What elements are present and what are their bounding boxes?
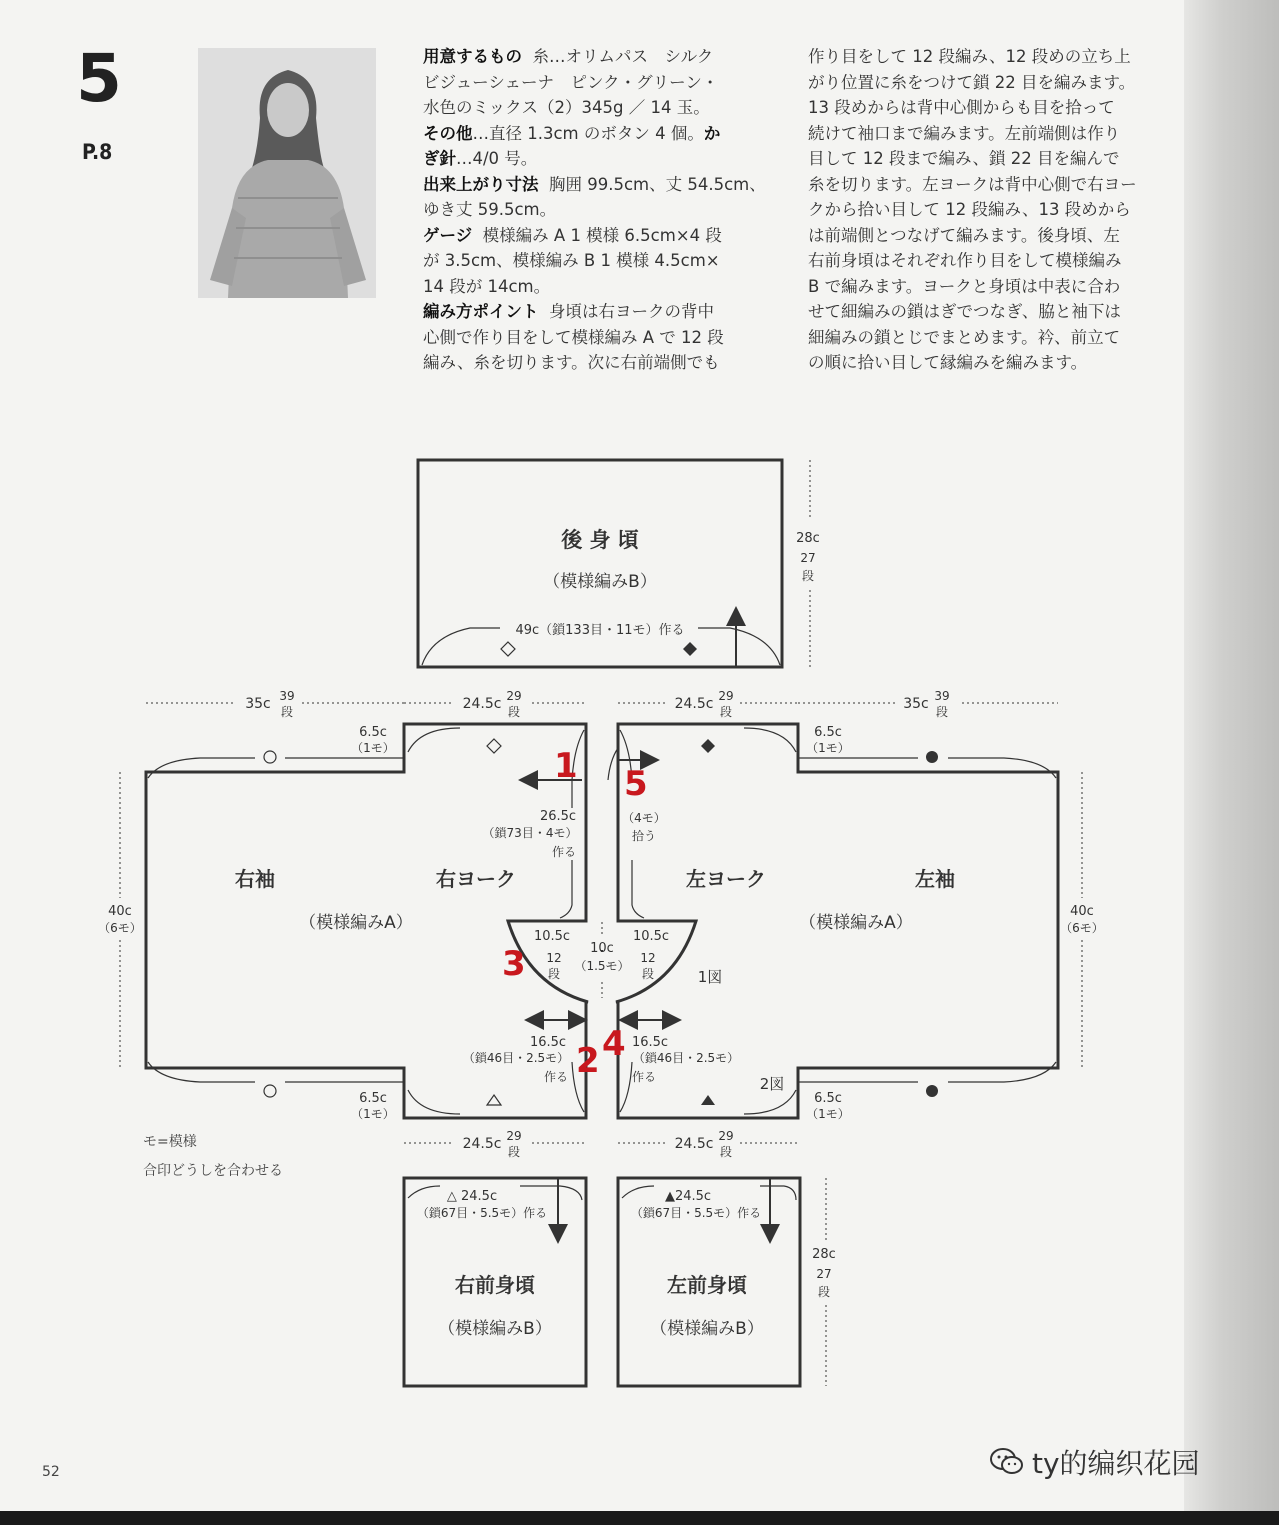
instruction-line: ゲージ 模様編み A 1 模様 6.5cm×4 段 [423,225,722,245]
neck-mid-width: 10c [590,941,614,956]
right-front-pattern: （模様編みB） [438,1319,552,1339]
instruction-line: 用意するもの 糸…オリムパス シルク [423,47,714,66]
instruction-line: 13 段めからは背中心側からも目を拾って [808,98,1115,117]
right-sleeve-width: 35c [245,696,271,712]
step-marker-1: 1 [554,746,578,786]
svg-text:39: 39 [279,689,295,703]
step-marker-4: 4 [602,1024,626,1064]
instruction-line: ぎ針…4/0 号。 [423,149,538,168]
right-lower-chain-width: 16.5c [529,1035,567,1050]
left-sleeve-width: 35c [903,696,929,712]
instruction-line: 作り目をして 12 段編み、12 段めの立ち上 [808,47,1131,66]
instruction-line: ゆき丈 59.5cm。 [423,200,557,219]
back-body-title: 後 身 頃 [561,528,639,552]
left-yoke-width: 24.5c [674,696,714,712]
circle-filled-icon [926,751,938,763]
svg-text:段: 段 [817,1285,831,1299]
svg-text:（鎖46目・2.5モ）: （鎖46目・2.5モ） [462,1051,570,1065]
right-front-top-width: 24.5c [462,1136,502,1152]
svg-text:39: 39 [934,689,950,703]
step-marker-5: 5 [624,764,648,804]
circle-open-icon [264,751,276,763]
right-front-title: 右前身頃 [455,1273,535,1297]
left-yoke-title: 左ヨーク [686,867,766,891]
svg-text:段: 段 [547,967,561,981]
svg-text:段: 段 [935,705,949,719]
svg-text:29: 29 [506,689,522,703]
svg-text:段: 段 [507,705,521,719]
left-front-height: 28c [812,1247,836,1262]
instruction-line: 目して 12 段まで編み、鎖 22 目を編んで [808,149,1120,168]
svg-text:（6モ）: （6モ） [98,921,142,935]
svg-text:段: 段 [641,967,655,981]
left-lower-chain-width: 16.5c [631,1035,669,1050]
pattern-number: 5 [76,40,120,117]
svg-text:（鎖73目・4モ）: （鎖73目・4モ） [482,826,578,840]
right-yoke-title: 右ヨーク [436,867,516,891]
left-cuff-bottom: 6.5c [814,1091,842,1106]
instruction-line: 水色のミックス（2）345g ／ 14 玉。 [423,98,710,117]
instruction-line: せて細編みの鎖はぎでつなぎ、脇と袖下は [808,302,1121,321]
svg-text:27: 27 [800,551,816,565]
figure-2-label: 2図 [759,1075,785,1093]
left-sleeve-title: 左袖 [915,867,955,891]
left-front-title: 左前身頃 [667,1273,747,1297]
right-neck-width: 10.5c [533,929,571,944]
instructions-column-1 [423,44,766,376]
svg-text:拾う: 拾う [631,829,657,843]
instruction-line: その他…直径 1.3cm のボタン 4 個。か [423,123,721,143]
svg-text:（1モ）: （1モ） [351,1107,395,1121]
instruction-line: がり位置に糸をつけて鎖 22 目を編みます。 [808,72,1136,92]
instruction-line: 14 段が 14cm。 [423,276,551,296]
left-neck-width: 10.5c [632,929,670,944]
instructions-column-2 [808,44,1178,376]
svg-text:作る: 作る [631,1070,657,1084]
svg-text:12: 12 [546,951,562,965]
left-sleeve-height: 40c [1070,904,1094,919]
back-height: 28c [796,531,820,546]
legend-mo: モ=模様 [143,1134,197,1150]
svg-text:（1モ）: （1モ） [806,741,850,755]
svg-text:段: 段 [801,569,815,583]
instruction-line: 細編みの鎖とじでまとめます。衿、前立て [808,327,1121,347]
svg-text:29: 29 [506,1129,522,1143]
svg-text:（6モ）: （6モ） [1060,921,1104,935]
svg-text:（鎖67目・5.5モ）作る: （鎖67目・5.5モ）作る [630,1206,762,1220]
right-front-width: △ 24.5c [446,1189,498,1204]
svg-text:（1モ）: （1モ） [351,741,395,755]
svg-text:段: 段 [719,1145,733,1159]
svg-text:段: 段 [280,705,294,719]
instruction-line: 続けて袖口まで編みます。左前端側は作り [808,123,1121,143]
svg-text:（1モ）: （1モ） [806,1107,850,1121]
bottom-bar [0,1511,1279,1525]
wechat-icon [990,1447,1024,1477]
right-cuff-top: 6.5c [359,725,387,740]
instruction-line: B で編みます。ヨークと身頃は中表に合わ [808,276,1121,296]
model-photo [198,48,376,298]
instruction-line: 編み、糸を切ります。次に右前端側でも [423,353,720,372]
instruction-line: 編み方ポイント 身頃は右ヨークの背中 [423,302,714,321]
left-pattern-label: （模様編みA） [799,913,913,933]
instruction-line: の順に拾い目して縁編みを編みます。 [808,353,1088,372]
instruction-line: ビジューシェーナ ピンク・グリーン・ [423,72,719,92]
back-chain-label: 49c（鎖133目・11モ）作る [515,623,685,638]
svg-text:作る: 作る [543,1070,569,1084]
instruction-line: 右前身頃はそれぞれ作り目をして模様編み [808,251,1122,270]
step-marker-3: 3 [502,944,526,984]
right-cuff-bottom: 6.5c [359,1091,387,1106]
right-sleeve-height: 40c [108,904,132,919]
back-body-pattern: （模様編みB） [543,572,657,592]
left-pick-label: （4モ） [622,811,666,825]
watermark-text: ty的编织花园 [1032,1447,1200,1480]
figure-1-label: 1図 [697,968,723,986]
left-cuff-top: 6.5c [814,725,842,740]
svg-text:作る: 作る [551,845,577,859]
svg-text:29: 29 [718,1129,734,1143]
svg-text:（鎖67目・5.5モ）作る: （鎖67目・5.5モ）作る [416,1206,548,1220]
step-marker-2: 2 [576,1041,600,1081]
triangle-open-icon [487,1095,501,1105]
instruction-line: が 3.5cm、模様編み B 1 模様 4.5cm× [423,251,720,270]
instruction-line: 糸を切ります。左ヨークは背中心側で右ヨー [808,174,1137,194]
page-reference: P.8 [82,140,113,164]
knitting-schematic [0,430,1279,1430]
page-number: 52 [42,1464,60,1480]
right-sleeve-title: 右袖 [235,867,275,891]
right-yoke-width: 24.5c [462,696,502,712]
svg-text:（鎖46目・2.5モ）: （鎖46目・2.5モ） [632,1051,740,1065]
svg-text:29: 29 [718,689,734,703]
right-pattern-label: （模様編みA） [299,913,413,933]
instruction-line: クから拾い目して 12 段編み、13 段めから [808,200,1131,219]
watermark [990,1442,1200,1482]
svg-text:（1.5モ）: （1.5モ） [574,959,630,973]
instruction-line: 心側で作り目をして模様編み A で 12 段 [423,327,724,347]
legend-match: 合印どうしを合わせる [143,1163,283,1179]
left-front-pattern: （模様編みB） [650,1319,764,1339]
svg-text:段: 段 [719,705,733,719]
svg-text:段: 段 [507,1145,521,1159]
diamond-filled-icon [683,642,697,656]
diamond-open-icon [501,642,515,656]
instruction-line: 出来上がり寸法 胸囲 99.5cm、丈 54.5cm、 [423,174,766,194]
left-front-top-width: 24.5c [674,1136,714,1152]
svg-text:12: 12 [640,951,656,965]
svg-text:27: 27 [816,1267,832,1281]
left-front-width: ▲24.5c [664,1189,712,1204]
right-chain-width: 26.5c [539,809,577,824]
instruction-line: は前端側とつなげて編みます。後身頃、左 [808,225,1120,245]
triangle-filled-icon [701,1095,715,1105]
